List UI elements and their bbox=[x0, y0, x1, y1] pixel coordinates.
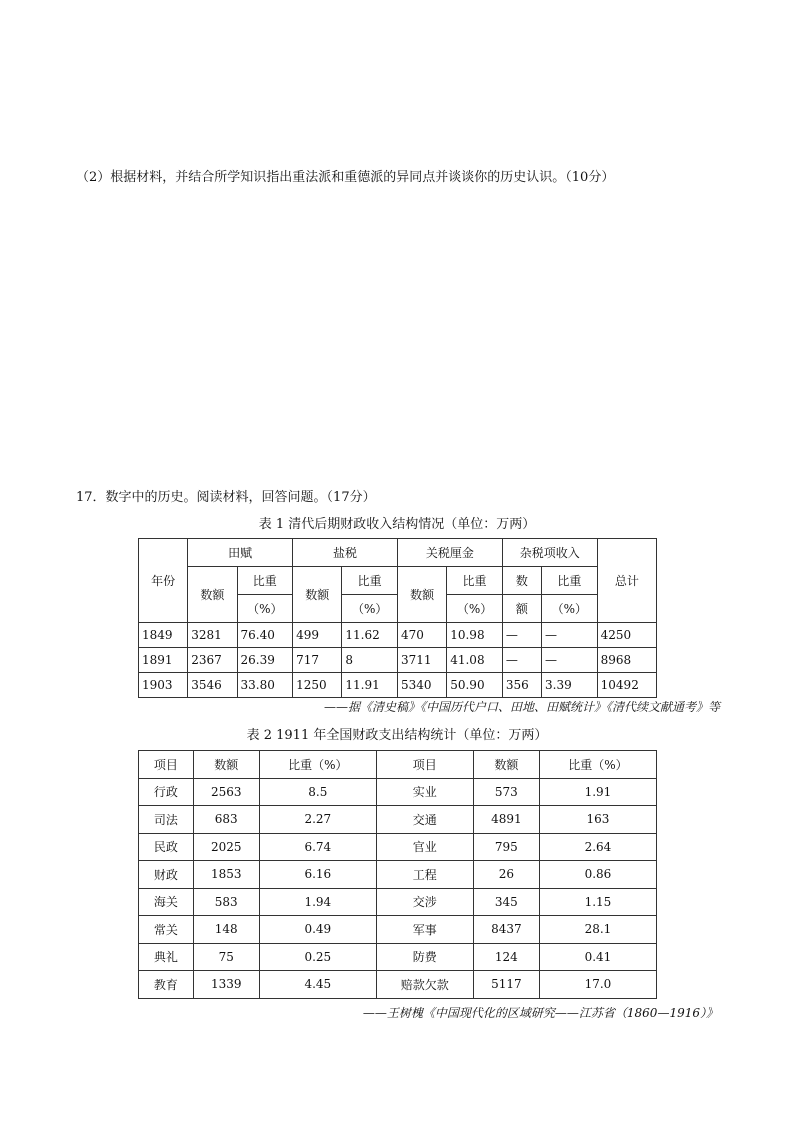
table-cell: 3281 bbox=[188, 623, 237, 648]
table1-fiscal-revenue bbox=[138, 538, 657, 698]
header-ratio: 比重 bbox=[237, 567, 293, 595]
header-ratio: 比重 bbox=[447, 567, 503, 595]
table-cell: 行政 bbox=[139, 778, 194, 806]
table-row bbox=[139, 623, 657, 648]
table-cell: 实业 bbox=[376, 778, 473, 806]
table-cell: 司法 bbox=[139, 806, 194, 834]
header-item: 项目 bbox=[376, 751, 473, 779]
table-cell: 499 bbox=[293, 623, 342, 648]
table-cell: 1250 bbox=[293, 673, 342, 698]
table-row bbox=[139, 778, 657, 806]
table-cell: 583 bbox=[193, 888, 259, 916]
header-year: 年份 bbox=[139, 539, 188, 623]
table-cell: 教育 bbox=[139, 971, 194, 999]
table-cell: 5117 bbox=[473, 971, 539, 999]
header-group-tianfu: 田赋 bbox=[188, 539, 293, 567]
table-cell: 8 bbox=[342, 648, 398, 673]
table-cell: 交涉 bbox=[376, 888, 473, 916]
table-cell: 1891 bbox=[139, 648, 188, 673]
table-row bbox=[139, 806, 657, 834]
table-cell: 2367 bbox=[188, 648, 237, 673]
header-pct: （%） bbox=[342, 595, 398, 623]
header-ratio: 比重（%） bbox=[259, 751, 376, 779]
header-amount: 数额 bbox=[293, 567, 342, 623]
table-cell: 1.15 bbox=[539, 888, 656, 916]
table-row bbox=[139, 971, 657, 999]
header-total: 总计 bbox=[597, 539, 656, 623]
table-cell: 常关 bbox=[139, 916, 194, 944]
header-pct: （%） bbox=[447, 595, 503, 623]
table-cell: 8437 bbox=[473, 916, 539, 944]
table-cell: 5340 bbox=[397, 673, 446, 698]
table-cell: 4.45 bbox=[259, 971, 376, 999]
table-cell: 3.39 bbox=[542, 673, 598, 698]
table-cell: 2563 bbox=[193, 778, 259, 806]
table-cell: 0.49 bbox=[259, 916, 376, 944]
header-amount: 数额 bbox=[193, 751, 259, 779]
table-cell: 8.5 bbox=[259, 778, 376, 806]
table-cell: 1903 bbox=[139, 673, 188, 698]
table-cell: 11.62 bbox=[342, 623, 398, 648]
table-cell: 4250 bbox=[597, 623, 656, 648]
table-row bbox=[139, 916, 657, 944]
table-cell: 0.86 bbox=[539, 861, 656, 889]
table1-source: ——据《清史稿》《中国历代户口、田地、田赋统计》《清代续文献通考》等 bbox=[323, 700, 720, 714]
header-group-zashui: 杂税项收入 bbox=[502, 539, 597, 567]
header-amount: 数额 bbox=[188, 567, 237, 623]
table-row bbox=[139, 861, 657, 889]
table-cell: 民政 bbox=[139, 833, 194, 861]
header-group-yanshui: 盐税 bbox=[293, 539, 398, 567]
table-row bbox=[139, 943, 657, 971]
table-cell: 3546 bbox=[188, 673, 237, 698]
table-cell: 717 bbox=[293, 648, 342, 673]
table-cell: 2.64 bbox=[539, 833, 656, 861]
table-cell: — bbox=[502, 623, 541, 648]
table-cell: 1849 bbox=[139, 623, 188, 648]
table-cell: 345 bbox=[473, 888, 539, 916]
question-17-text: 17．数字中的历史。阅读材料，回答问题。（17分） bbox=[76, 490, 376, 505]
table-row bbox=[139, 833, 657, 861]
table-cell: 10.98 bbox=[447, 623, 503, 648]
table-cell: 2025 bbox=[193, 833, 259, 861]
table2-header-row bbox=[139, 751, 657, 779]
table-cell: 683 bbox=[193, 806, 259, 834]
header-ratio: 比重 bbox=[542, 567, 598, 595]
table-cell: 工程 bbox=[376, 861, 473, 889]
header-group-guanshui: 关税厘金 bbox=[397, 539, 502, 567]
table-cell: 573 bbox=[473, 778, 539, 806]
table-cell: 470 bbox=[397, 623, 446, 648]
header-pct: （%） bbox=[237, 595, 293, 623]
question-2-text: （2）根据材料，并结合所学知识指出重法派和重德派的异同点并谈谈你的历史认识。（10分） bbox=[76, 170, 615, 185]
table-cell: 1339 bbox=[193, 971, 259, 999]
table-cell: 795 bbox=[473, 833, 539, 861]
table-cell: 防费 bbox=[376, 943, 473, 971]
table-cell: 赔款欠款 bbox=[376, 971, 473, 999]
table-cell: 军事 bbox=[376, 916, 473, 944]
table-cell: 163 bbox=[539, 806, 656, 834]
table-cell: 26 bbox=[473, 861, 539, 889]
table-cell: 1.94 bbox=[259, 888, 376, 916]
table-row bbox=[139, 673, 657, 698]
table1-caption: 表 1 清代后期财政收入结构情况（单位：万两） bbox=[258, 517, 536, 532]
table-row bbox=[139, 888, 657, 916]
table-cell: 3711 bbox=[397, 648, 446, 673]
table-cell: 0.25 bbox=[259, 943, 376, 971]
table2-source: ——王树槐《中国现代化的区域研究——江苏省（1860—1916）》 bbox=[362, 1006, 718, 1020]
table-cell: 11.91 bbox=[342, 673, 398, 698]
table-cell: 41.08 bbox=[447, 648, 503, 673]
table-cell: 17.0 bbox=[539, 971, 656, 999]
table-cell: 26.39 bbox=[237, 648, 293, 673]
table-cell: 海关 bbox=[139, 888, 194, 916]
table-cell: 0.41 bbox=[539, 943, 656, 971]
table-cell: 典礼 bbox=[139, 943, 194, 971]
header-amount-bottom: 额 bbox=[502, 595, 541, 623]
header-ratio: 比重 bbox=[342, 567, 398, 595]
table-cell: — bbox=[502, 648, 541, 673]
table2-caption: 表 2 1911 年全国财政支出结构统计（单位：万两） bbox=[246, 728, 548, 743]
table-cell: 28.1 bbox=[539, 916, 656, 944]
table-cell: 6.74 bbox=[259, 833, 376, 861]
table-cell: 财政 bbox=[139, 861, 194, 889]
table-cell: — bbox=[542, 623, 598, 648]
header-amount: 数额 bbox=[473, 751, 539, 779]
table-cell: 交通 bbox=[376, 806, 473, 834]
header-ratio: 比重（%） bbox=[539, 751, 656, 779]
header-item: 项目 bbox=[139, 751, 194, 779]
table-cell: 4891 bbox=[473, 806, 539, 834]
table-cell: 10492 bbox=[597, 673, 656, 698]
table-cell: 148 bbox=[193, 916, 259, 944]
table-cell: 6.16 bbox=[259, 861, 376, 889]
table-cell: 1.91 bbox=[539, 778, 656, 806]
table-cell: 75 bbox=[193, 943, 259, 971]
table-row bbox=[139, 648, 657, 673]
table-cell: 356 bbox=[502, 673, 541, 698]
table2-fiscal-expenditure bbox=[138, 750, 657, 999]
header-amount: 数额 bbox=[397, 567, 446, 623]
table-cell: 50.90 bbox=[447, 673, 503, 698]
table-cell: 2.27 bbox=[259, 806, 376, 834]
header-amount-top: 数 bbox=[502, 567, 541, 595]
table-cell: 8968 bbox=[597, 648, 656, 673]
table-cell: 33.80 bbox=[237, 673, 293, 698]
table-cell: 1853 bbox=[193, 861, 259, 889]
header-pct: （%） bbox=[542, 595, 598, 623]
table-cell: 76.40 bbox=[237, 623, 293, 648]
table-cell: 124 bbox=[473, 943, 539, 971]
table-cell: 官业 bbox=[376, 833, 473, 861]
table-cell: — bbox=[542, 648, 598, 673]
